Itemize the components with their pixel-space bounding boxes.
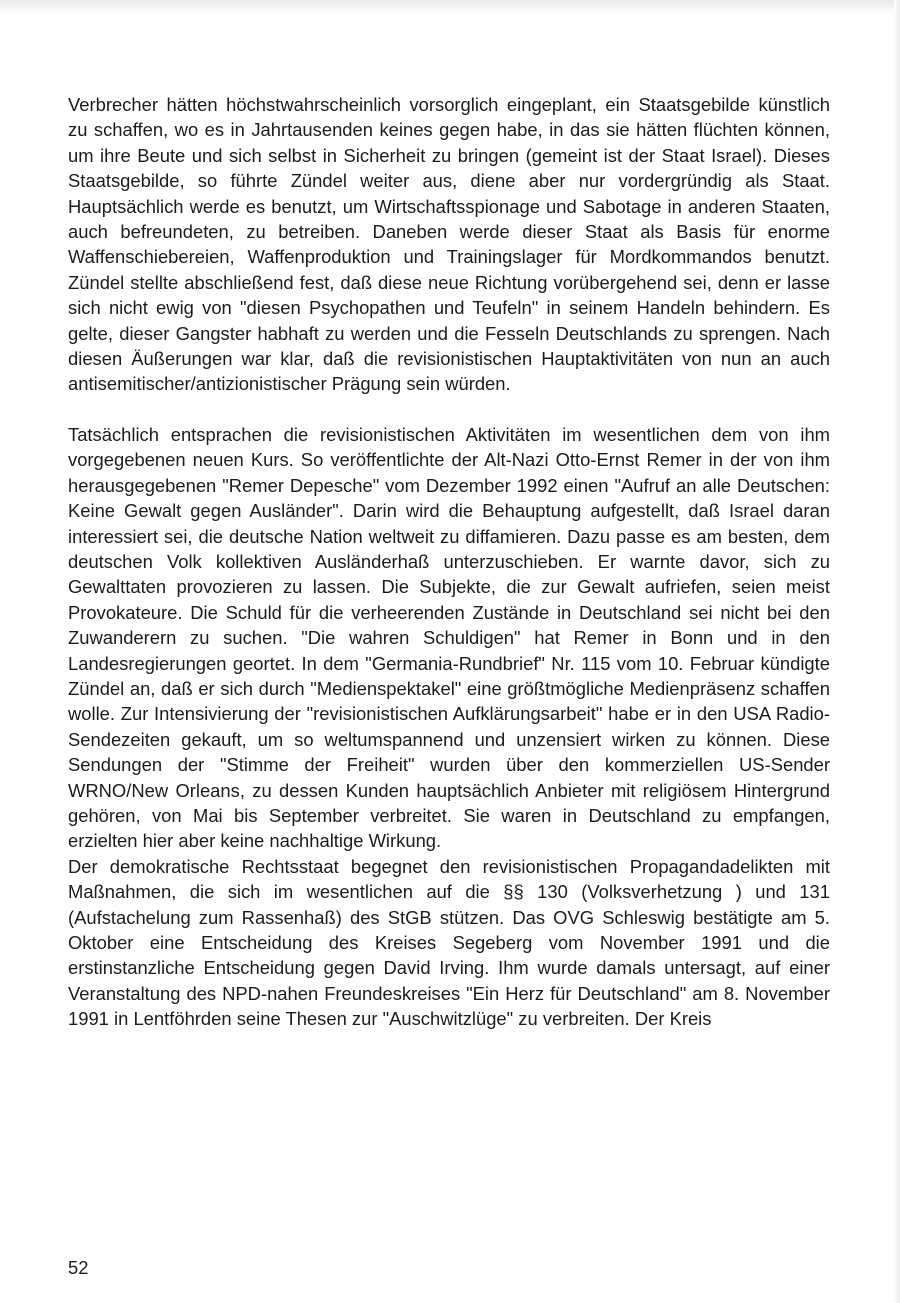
- paragraph-zuendel-israel: Verbrecher hätten höchstwahrscheinlich vorsorglich eingeplant, ein Staatsgebilde künstlich zu schaffen, wo es in Jahrtausenden keines gegen habe, in das sie hätten flüchten können, um ihre Beute und sich selbst in Sicherheit zu bringen (gemeint ist der Staat Israel). Dieses Staatsgebilde, so führte Zündel weiter aus, diene aber nur vordergründig als Staat. Hauptsächlich werde es benutzt, um Wirtschaftsspionage und Sabotage in anderen Staaten, auch befreundeten, zu betreiben. Daneben werde dieser Staat als Basis für enorme Waffenschiebereien, Waffenproduktion und Trainingslager für Mordkommandos benutzt. Zündel stellte abschließend fest, daß diese neue Richtung vorübergehend sei, denn er lasse sich nicht ewig von "diesen Psychopathen und Teufeln" in seinem Handeln behindern. Es gelte, dieser Gangster habhaft zu werden und die Fesseln Deutschlands zu sprengen. Nach diesen Äußerungen war klar, daß die revisionistischen Hauptaktivitäten von nun an auch antisemitischer/antizionistischer Prägung sein würden.: [68, 94, 830, 395]
- paragraph-revisionist-activities: Tatsächlich entsprachen die revisionistischen Aktivitäten im wesentlichen dem von ihm vorgegebenen neuen Kurs. So veröffentlichte der Alt-Nazi Otto-Ernst Remer in der von ihm herausgegebenen "Remer Depesche" vom Dezember 1992 einen "Aufruf an alle Deutschen: Keine Gewalt gegen Ausländer". Darin wird die Behauptung aufgestellt, daß Israel daran interessiert sei, die deutsche Nation weltweit zu diffamieren. Dazu passe es am besten, dem deutschen Volk kollektiven Ausländerhaß unterzuschieben. Er warnte davor, sich zu Gewalttaten provozieren zu lassen. Die Subjekte, die zur Gewalt aufriefen, seien meist Provokateure. Die Schuld für die verheerenden Zustände in Deutschland sei nicht bei den Zuwanderern zu suchen. "Die wahren Schuldigen" hat Remer in Bonn und in den Landesregierungen geortet. In dem "Germania-Rundbrief" Nr. 115 vom 10. Februar kündigte Zündel an, daß er sich durch "Medienspektakel" eine größtmögliche Medienpräsenz schaffen wolle. Zur Intensivierung der "revisionistischen Aufklärungsarbeit" habe er in den USA Radio-Sendezeiten gekauft, um so weltumspannend und unzensiert wirken zu können. Diese Sendungen der "Stimme der Freiheit" wurden über den kommerziellen US-Sender WRNO/New Orleans, zu dessen Kunden hauptsächlich Anbieter mit religiösem Hintergrund gehören, von Mai bis September verbreitet. Sie waren in Deutschland zu empfangen, erzielten hier aber keine nachhaltige Wirkung.: [68, 423, 830, 852]
- scan-shadow-right: [894, 0, 900, 1303]
- page-body: [68, 92, 830, 1032]
- page-number: 52: [68, 1257, 89, 1278]
- paragraph-rechtsstaat: Der demokratische Rechtsstaat begegnet den revisionistischen Propagandadelikten mit Maßnahmen, die sich im wesentlichen auf die §§ 130 (Volksverhetzung ) und 131 (Aufstachelung zum Rassenhaß) des StGB stützen. Das OVG Schleswig bestätigte am 5. Oktober eine Entscheidung des Kreises Segeberg vom November 1991 und die erstinstanzliche Entscheidung gegen David Irving. Ihm wurde damals untersagt, auf einer Veranstaltung des NPD-nahen Freundeskreises "Ein Herz für Deutschland" am 8. November 1991 in Lentföhrden seine Thesen zur "Auschwitzlüge" zu verbreiten. Der Kreis: [68, 855, 830, 1030]
- scan-shadow-top: [0, 0, 900, 14]
